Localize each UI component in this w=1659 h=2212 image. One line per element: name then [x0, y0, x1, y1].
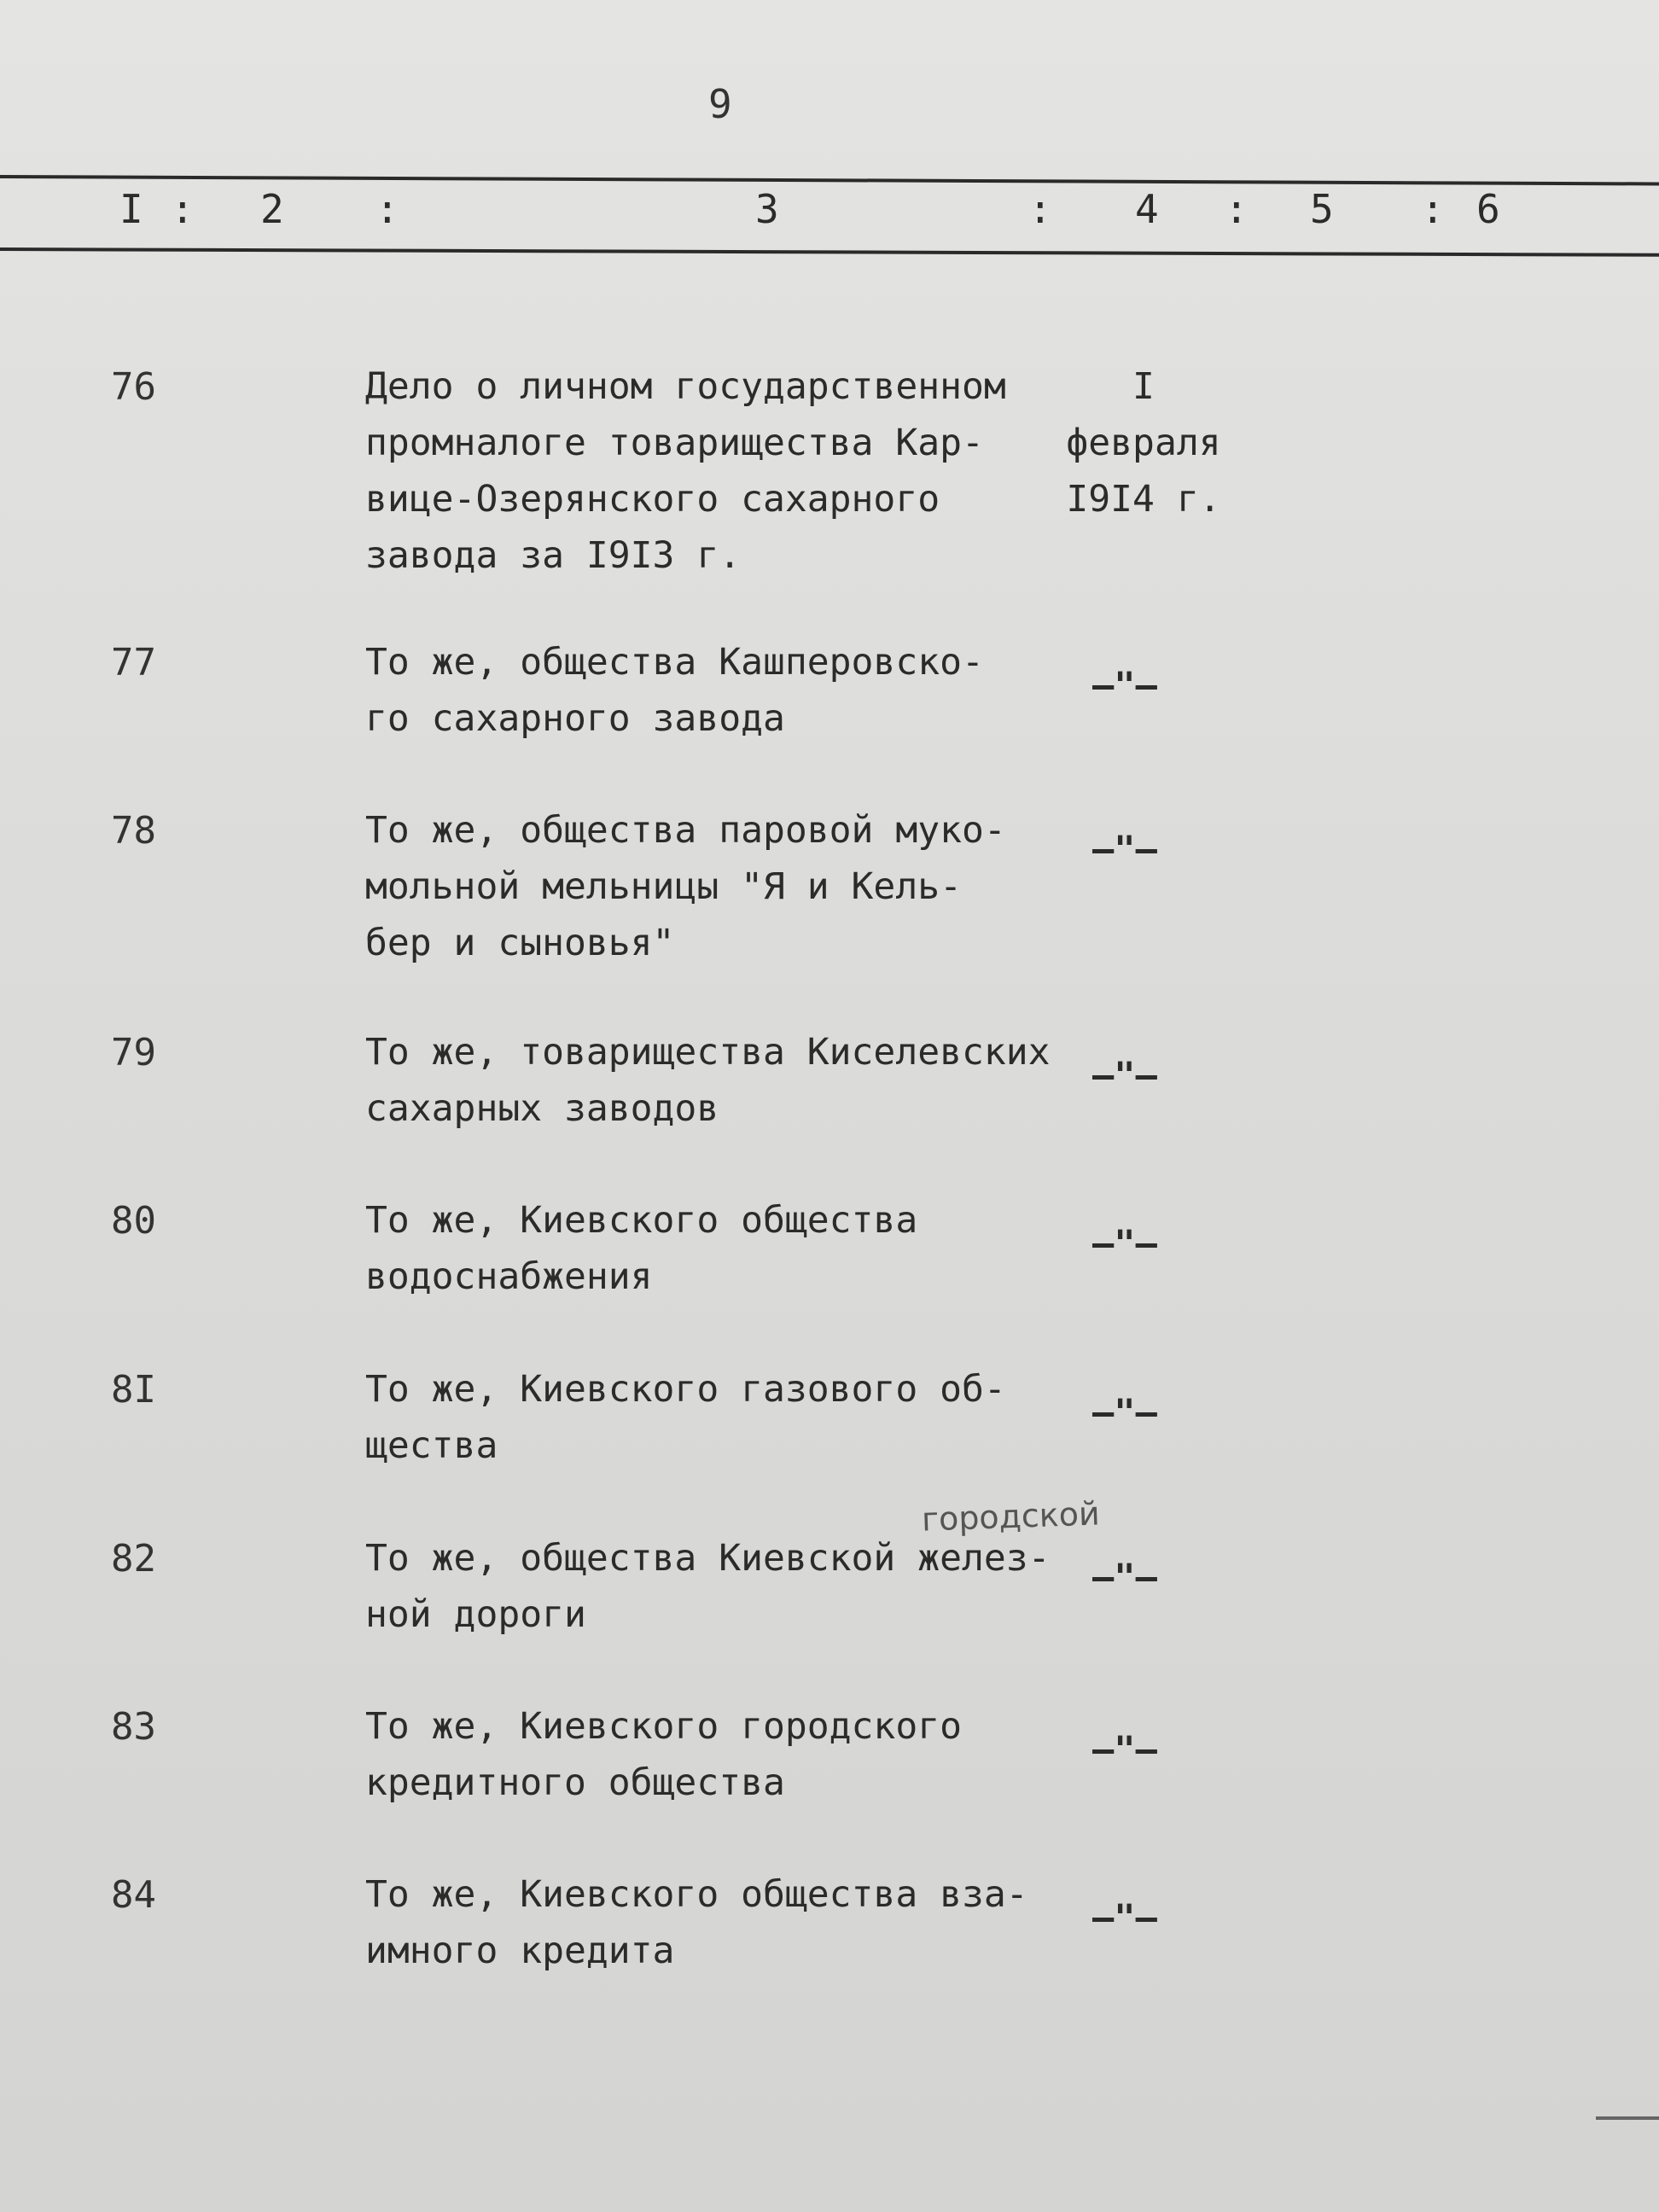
- entry-description: То же, Киевского общества водоснабжения: [365, 1199, 918, 1298]
- column-header-2: 2: [260, 186, 284, 232]
- column-separator: :: [171, 186, 195, 232]
- entry-number: 82: [111, 1537, 156, 1580]
- entry-description: То же, общества Киевской желез- ной дороги: [365, 1537, 1051, 1636]
- column-header-1: I: [119, 186, 143, 232]
- entry-description: Дело о личном государственном промналоге товарищества Кар- вице-Озерянского сахарного завода за I9I3 г.: [365, 365, 1006, 577]
- ditto-mark: –"–: [1092, 1054, 1157, 1096]
- column-header-3: 3: [755, 186, 779, 232]
- entry-number: 84: [111, 1873, 156, 1917]
- column-separator: :: [1225, 186, 1249, 232]
- ditto-mark: –"–: [1092, 1896, 1157, 1938]
- entry-number: 76: [111, 365, 156, 409]
- column-separator: :: [375, 186, 399, 232]
- ditto-mark: –"–: [1092, 828, 1157, 870]
- entry-description: То же, общества Кашперовско- го сахарного завода: [365, 641, 984, 740]
- ditto-mark: –"–: [1092, 1222, 1157, 1264]
- ditto-mark: –"–: [1092, 1391, 1157, 1433]
- entry-description: То же, общества паровой муко- мольной мельницы "Я и Кель- бер и сыновья": [365, 809, 1006, 964]
- handwritten-annotation: городской: [921, 1494, 1101, 1539]
- entry-date: I февраля I9I4 г.: [1066, 365, 1221, 521]
- entry-number: 8I: [111, 1368, 156, 1412]
- ditto-mark: –"–: [1092, 1728, 1157, 1770]
- edge-mark: [1596, 2116, 1659, 2120]
- ditto-mark: –"–: [1092, 664, 1157, 706]
- entry-number: 83: [111, 1705, 156, 1749]
- page-number: 9: [708, 81, 732, 127]
- column-separator: :: [1421, 186, 1445, 232]
- ditto-mark: –"–: [1092, 1556, 1157, 1598]
- entry-description: То же, Киевского общества вза- имного кредита: [365, 1873, 1028, 1972]
- entry-description: То же, Киевского городского кредитного общества: [365, 1705, 962, 1804]
- column-header-5: 5: [1310, 186, 1334, 232]
- entry-number: 80: [111, 1199, 156, 1243]
- entry-description: То же, товарищества Киселевских сахарных заводов: [365, 1031, 1051, 1130]
- header-top-rule: [0, 175, 1659, 185]
- entry-number: 77: [111, 641, 156, 684]
- column-separator: :: [1028, 186, 1052, 232]
- entry-description: То же, Киевского газового об- щества: [365, 1368, 1006, 1467]
- entry-number: 78: [111, 809, 156, 853]
- column-header-6: 6: [1476, 186, 1500, 232]
- header-bottom-rule: [0, 247, 1659, 257]
- column-header-4: 4: [1135, 186, 1159, 232]
- entry-number: 79: [111, 1031, 156, 1074]
